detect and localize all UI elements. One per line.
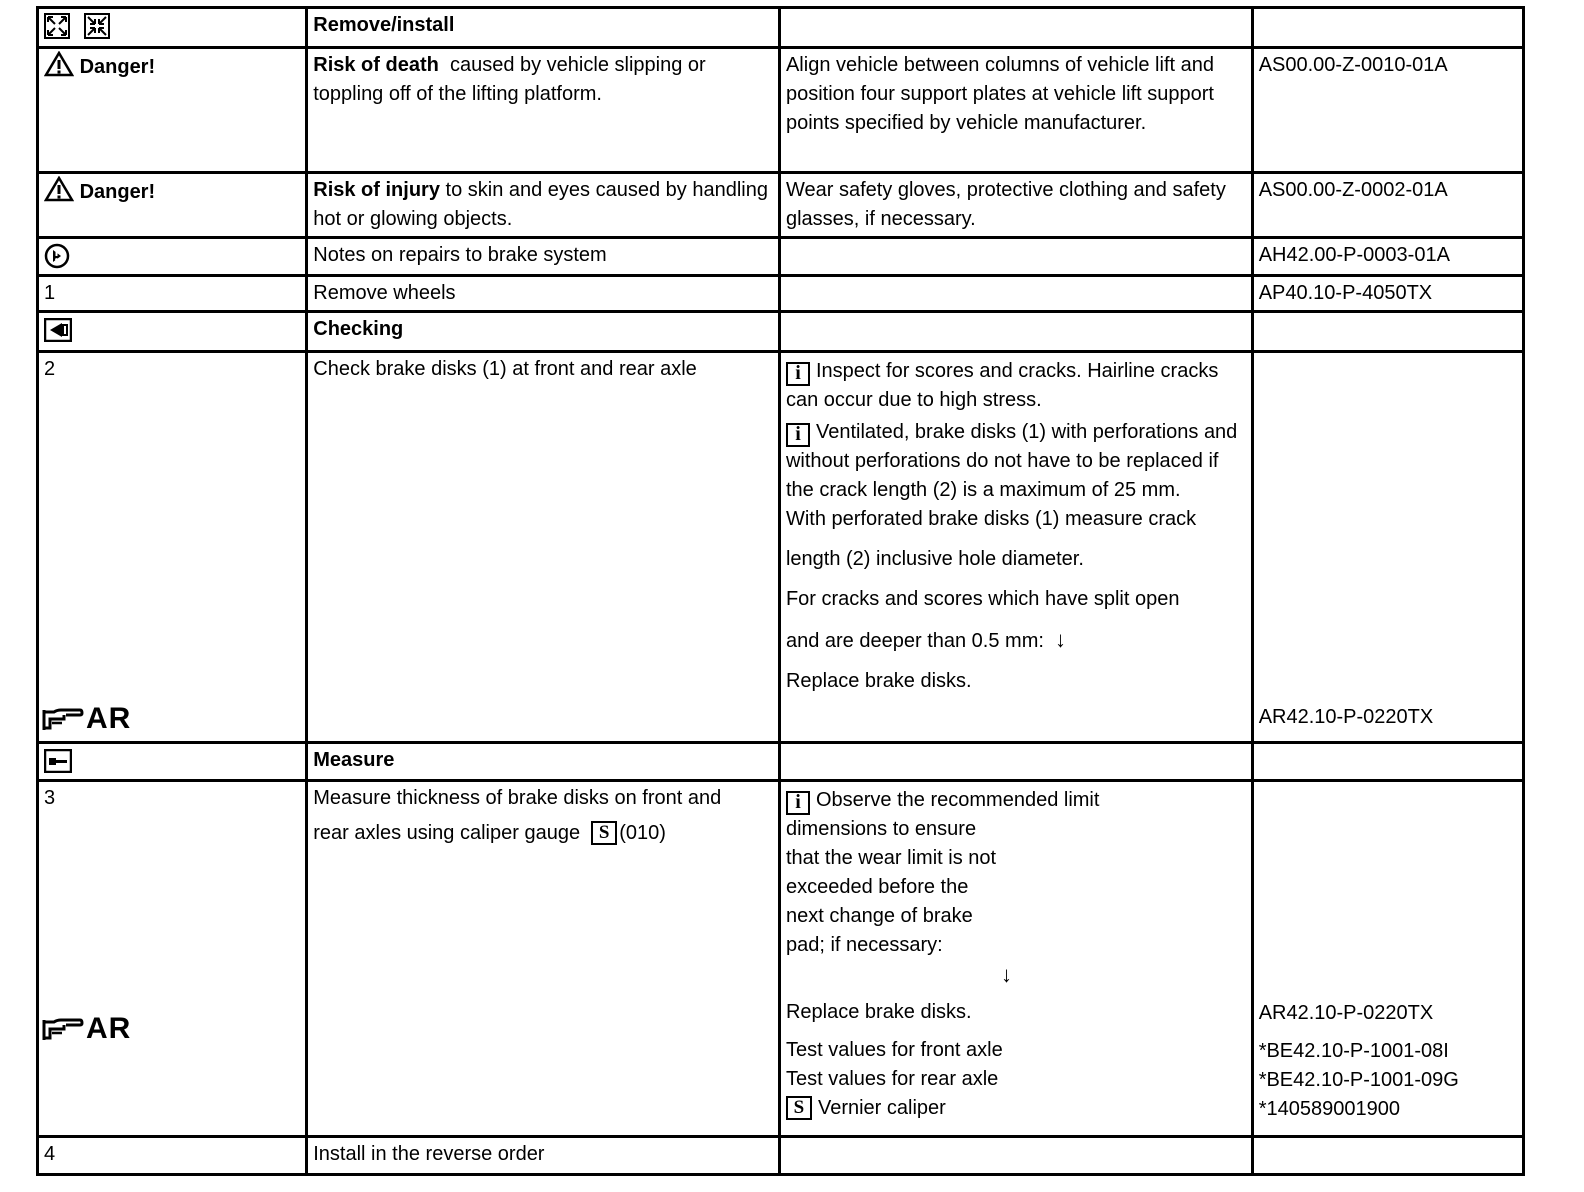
empty-cell	[1252, 8, 1523, 48]
row-remove-install	[38, 8, 1524, 48]
test-values-rear[interactable]: Test values for rear axle	[785, 1068, 999, 1090]
instruction-note: Align vehicle between columns of vehicle lift and position four support plates at vehicle lift support points specified by vehicle manufacturer.	[779, 48, 1252, 173]
ar-marker	[42, 704, 131, 733]
row-measure	[38, 743, 1524, 781]
special-tool-icon: S	[786, 1096, 812, 1120]
action-text: Replace brake disks.	[785, 1001, 972, 1023]
reference-code[interactable]: *BE42.10-P-1001-09G	[1258, 1069, 1459, 1091]
empty-cell	[779, 312, 1252, 352]
special-tool-icon: S	[591, 821, 617, 845]
ar-label: AR	[86, 702, 132, 735]
reference-code[interactable]: AR42.10-P-0220TX	[1258, 706, 1434, 728]
hazard-text: Risk of death caused by vehicle slipping or toppling off of the lifting platform.	[307, 48, 780, 173]
info-icon: i	[786, 423, 810, 447]
step-number: 4	[38, 1137, 307, 1175]
section-title: Checking	[307, 312, 780, 352]
step-text: Notes on repairs to brake system	[307, 238, 780, 276]
symbol-cell	[38, 8, 307, 48]
info-icon: i	[786, 791, 810, 815]
row-step-2	[38, 352, 1524, 743]
row-step-1	[38, 276, 1524, 312]
section-title: Remove/install	[307, 8, 780, 48]
danger-label: Danger!	[79, 56, 156, 78]
empty-cell	[779, 1137, 1252, 1175]
tool-number: (010)	[619, 822, 666, 844]
tool-name: Vernier caliper	[817, 1097, 946, 1119]
remove-icon	[44, 13, 70, 39]
symbol-cell	[38, 312, 307, 352]
ar-label: AR	[86, 1012, 132, 1045]
checking-icon	[44, 318, 72, 342]
empty-cell	[779, 276, 1252, 312]
row-step-4	[38, 1137, 1524, 1175]
info-icon: i	[786, 362, 810, 386]
pointing-hand-icon	[42, 1016, 84, 1042]
measure-icon	[44, 749, 72, 773]
danger-cell	[38, 48, 307, 173]
step-number: 3	[44, 787, 56, 809]
reference-code[interactable]: *140589001900	[1258, 1098, 1400, 1120]
empty-cell	[779, 743, 1252, 781]
reference-cell	[1252, 352, 1523, 743]
empty-cell	[1252, 312, 1523, 352]
pointing-hand-icon	[42, 706, 84, 732]
instruction-note: i Observe the recommended limit dimensions to ensure that the wear limit is not exceeded before the next change of brake pad; if necessary: ↓ Replace brake disks. Test values for front axle Test values for rear axle S Vernier caliper	[779, 781, 1252, 1137]
instruction-note: Wear safety gloves, protective clothing and safety glasses, if necessary.	[779, 173, 1252, 238]
reference-code[interactable]: AS00.00-Z-0010-01A	[1252, 48, 1523, 173]
warning-triangle-icon	[44, 51, 74, 77]
row-danger-injury	[38, 173, 1524, 238]
reference-code[interactable]: AH42.00-P-0003-01A	[1252, 238, 1523, 276]
row-danger-death	[38, 48, 1524, 173]
ar-marker	[42, 1014, 131, 1043]
step-text: Check brake disks (1) at front and rear axle	[307, 352, 780, 743]
step-text: Remove wheels	[307, 276, 780, 312]
notes-icon	[44, 243, 70, 269]
step-text: Install in the reverse order	[307, 1137, 780, 1175]
action-text: Replace brake disks.	[785, 670, 972, 692]
reference-code[interactable]: *BE42.10-P-1001-08I	[1258, 1040, 1449, 1062]
arrow-down-icon: ↓	[1000, 962, 1012, 987]
row-step-3	[38, 781, 1524, 1137]
empty-cell	[1252, 1137, 1523, 1175]
reference-code[interactable]: AR42.10-P-0220TX	[1258, 1002, 1434, 1024]
warning-triangle-icon	[44, 176, 74, 202]
symbol-cell	[38, 238, 307, 276]
arrow-down-icon: ↓	[1055, 627, 1067, 652]
row-notes	[38, 238, 1524, 276]
step-number: 1	[38, 276, 307, 312]
hazard-text: Risk of injury to skin and eyes caused by handling hot or glowing objects.	[307, 173, 780, 238]
empty-cell	[779, 238, 1252, 276]
empty-cell	[1252, 743, 1523, 781]
test-values-front[interactable]: Test values for front axle	[785, 1039, 1003, 1061]
reference-code[interactable]: AP40.10-P-4050TX	[1252, 276, 1523, 312]
instruction-note: i Inspect for scores and cracks. Hairline cracks can occur due to high stress. i Ventilated, brake disks (1) with perforations and without perforations do not have to be replaced if the crack length (2) is a maximum of 25 mm. With perforated brake disks (1) measure crack length (2) inclusive hole diameter. For cracks and scores which have split open and are deeper than 0.5 mm: ↓ Replace brake disks.	[779, 352, 1252, 743]
row-checking	[38, 312, 1524, 352]
empty-cell	[779, 8, 1252, 48]
step-number-cell	[38, 352, 307, 743]
step-number-cell	[38, 781, 307, 1137]
step-text: Measure thickness of brake disks on front and rear axles using caliper gauge S (010)	[307, 781, 780, 1137]
reference-cell	[1252, 781, 1523, 1137]
section-title: Measure	[307, 743, 780, 781]
step-number: 2	[44, 358, 56, 380]
install-icon	[84, 13, 110, 39]
reference-code[interactable]: AS00.00-Z-0002-01A	[1252, 173, 1523, 238]
danger-label: Danger!	[79, 181, 156, 203]
repair-instructions-table	[36, 6, 1525, 1176]
symbol-cell	[38, 743, 307, 781]
danger-cell	[38, 173, 307, 238]
